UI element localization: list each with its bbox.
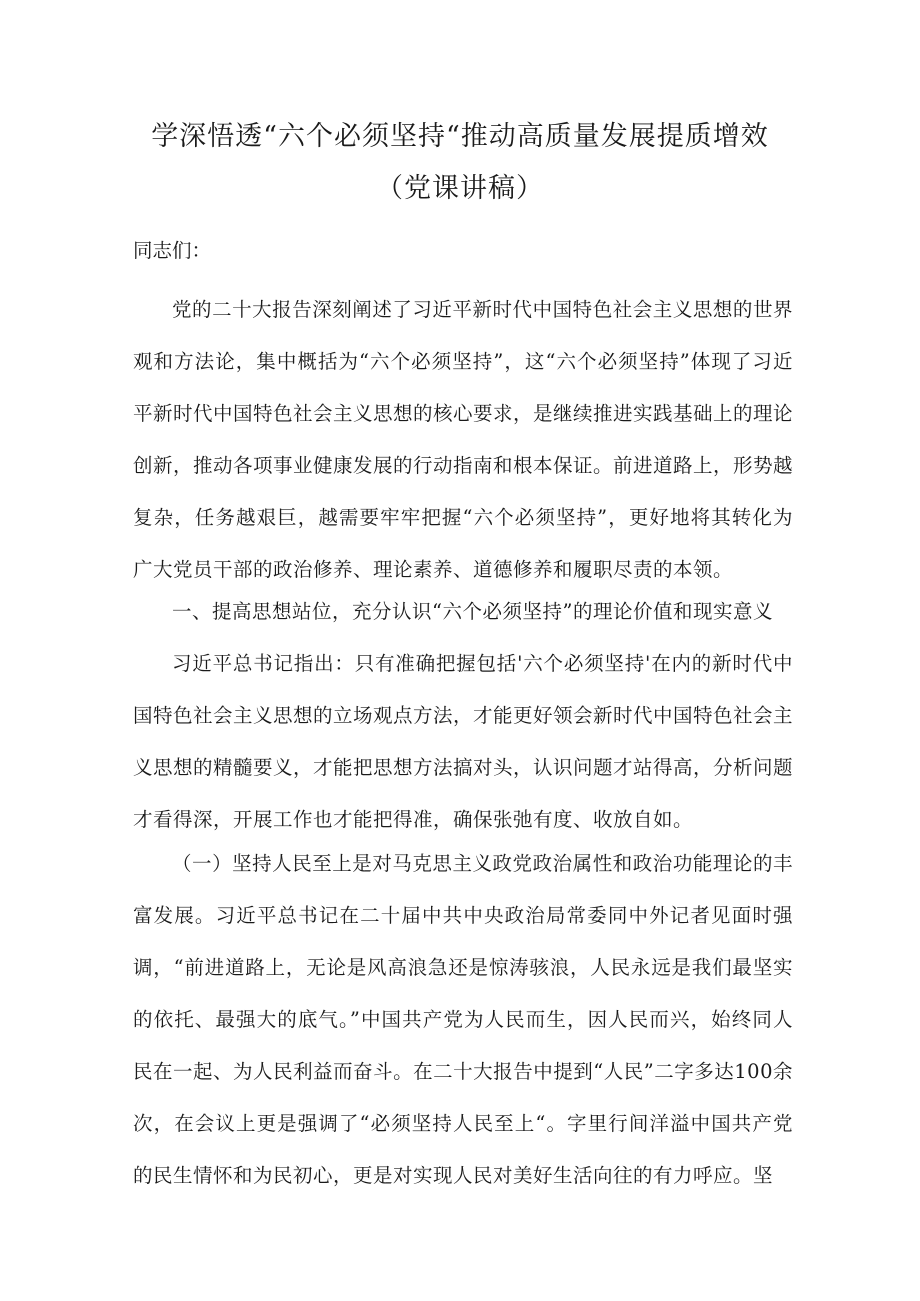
intro-paragraph: 党的二十大报告深刻阐述了习近平新时代中国特色社会主义思想的世界观和方法论，集中概括为“六个必须坚持”，这“六个必须坚持”体现了习近平新时代中国特色社会主义思想的核心要求，是继续推进实践基础上的理论创新，推动各项事业健康发展的行动指南和根本保证。前进道路上，形势越复杂，任务越艰巨，越需要牢牢把握“六个必须坚持”，更好地将其转化为广大党员干部的政治修养、理论素养、道德修养和履职尽责的本领。 — [133, 298, 794, 581]
salutation: 同志们： — [133, 239, 212, 262]
document-subtitle: （党课讲稿） — [376, 173, 544, 204]
section-heading-1: 一、提高思想站位，充分认识“六个必须坚持”的理论价值和现实意义 — [172, 600, 773, 623]
section-1-paragraph: （一）坚持人民至上是对马克思主义政党政治属性和政治功能理论的丰富发展。习近平总书记在二十届中共中央政治局常委同中外记者见面时强调，“前进道路上，无论是风高浪急还是惊涛骇浪，人民永远是我们最坚实的依托、最强大的底气。”中国共产党为人民而生，因人民而兴，始终同人民在一起、为人民利益而奋斗。在二十大报告中提到“人民”二字多达100余次，在会议上更是强调了“必须坚持人民至上“。字里行间洋溢中国共产党的民生情怀和为民初心，更是对实现人民对美好生活向往的有力呼应。坚 — [133, 852, 793, 1187]
document-title: 学深悟透“六个必须坚持“推动高质量发展提质增效 — [151, 121, 769, 152]
quote-paragraph: 习近平总书记指出：只有准确把握包括'六个必须坚持'在内的新时代中国特色社会主义思想的立场观点方法，才能更好领会新时代中国特色社会主义思想的精髓要义，才能把思想方法搞对头，认识问题才站得高，分析问题才看得深，开展工作也才能把得准，确保张弛有度、收放自如。 — [133, 652, 794, 831]
